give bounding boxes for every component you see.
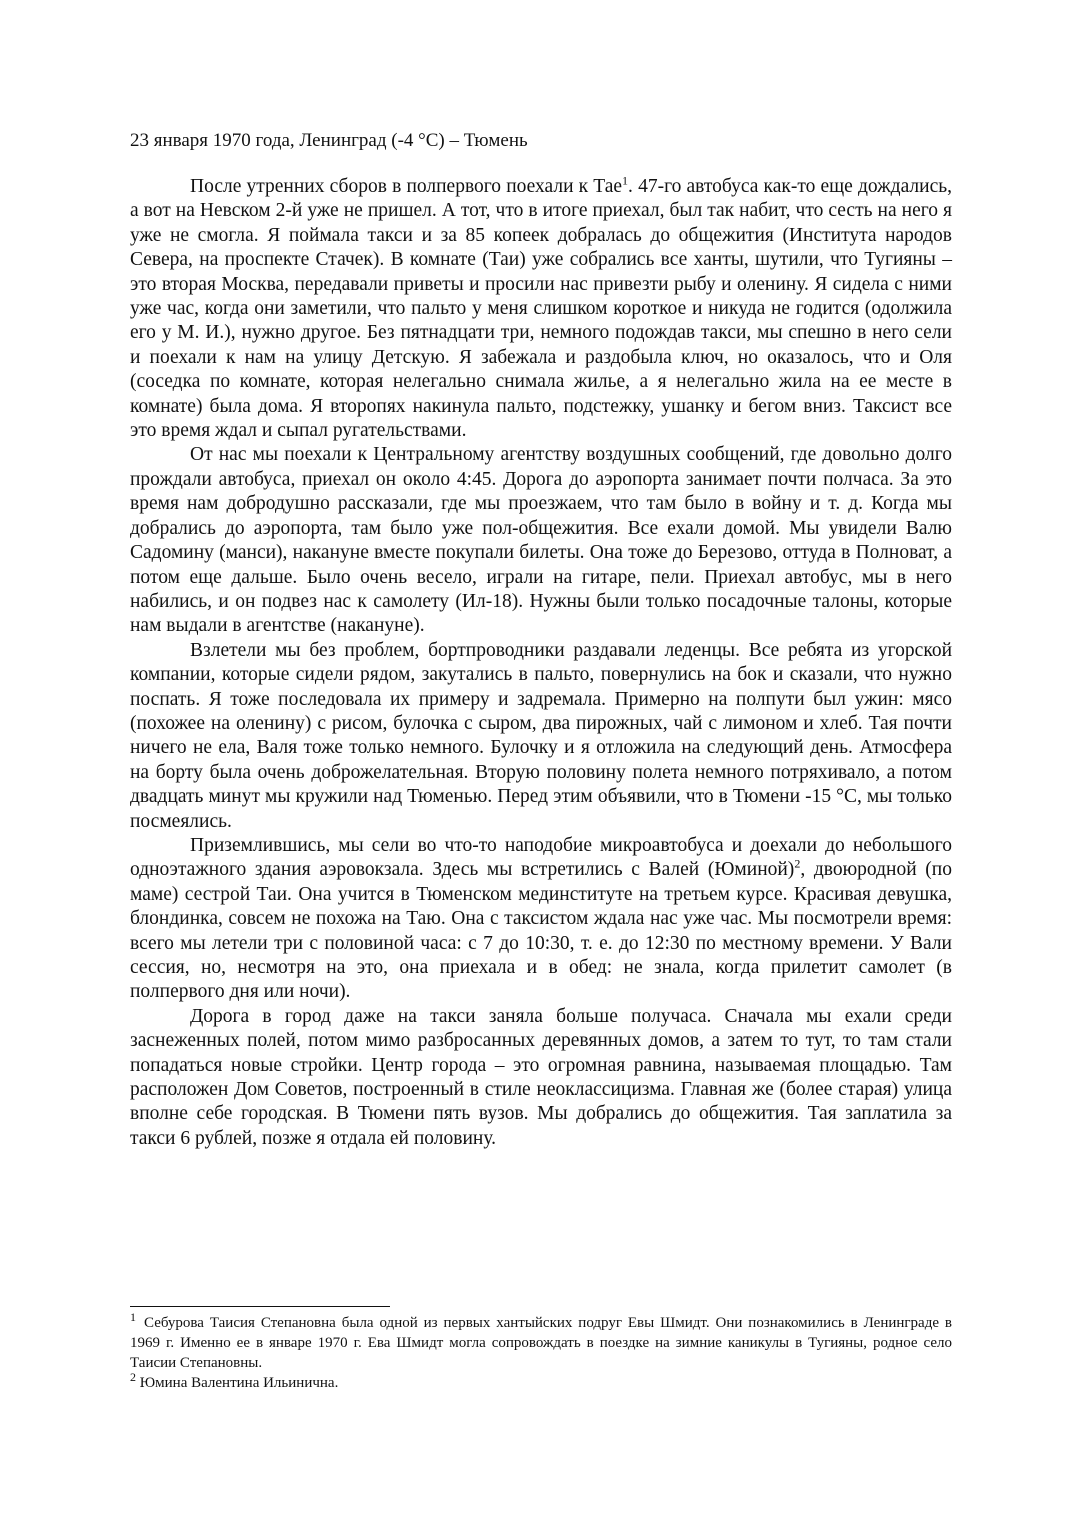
paragraph-1-text-start: После утренних сборов в полпервого поехали к Тае [190,176,623,197]
footnote-2 [130,1370,952,1393]
paragraph-4-text-end: , двоюродной (по маме) сестрой Таи. Она учится в Тюменском мединституте на третьем курсе. Красивая девушка, блондинка, совсем не похожа на Таю. Она с таксистом ждала нас уже час. Мы посмотрели время: всего мы летели три с половиной часа: с 7 до 10:30, т. е. до 12:30 по местному времени. У Вали сессия, но, несмотря на это, она приехала и в обед: не знала, когда прилетит самолет (в полпервого дня или ночи). [130,859,952,1003]
paragraph-4-text-start: Приземлившись, мы сели во что-то наподобие микроавтобуса и доехали до небольшого одноэтажного здания аэровокзала. Здесь мы встретились с Валей (Юминой) [130,834,952,881]
paragraph-5: Дорога в город даже на такси заняла больше получаса. Сначала мы ехали среди заснеженных полей, потом мимо разбросанных деревянных домов, а затем то тут, то там стали попадаться новые стройки. Центр города – это огромная равнина, называемая площадью. Там расположен Дом Советов, построенный в стиле неоклассицизма. Главная же (более старая) улица вполне себе городская. В Тюмени пять вузов. Мы добрались до общежития. Тая заплатила за такси 6 рублей, позже я отдала ей половину. [130,1005,952,1149]
footnote-divider [130,1306,390,1307]
paragraph-1 [130,175,952,443]
paragraph-2: От нас мы поехали к Центральному агентству воздушных сообщений, где довольно долго прождали автобуса, приехал он около 4:45. Дорога до аэропорта занимает почти полчаса. За это время нам добродушно рассказали, где мы проезжаем, что там было в войну и т. д. Когда мы добрались до аэропорта, там было уже пол-общежития. Все ехали домой. Мы увидели Валю Садомину (манси), накануне вместе покупали билеты. Она тоже до Березово, оттуда в Полноват, а потом еще дальше. Было очень весело, играли на гитаре, пели. Приехал автобус, мы в него набились, и он подвез нас к самолету (Ил-18). Нужны были только посадочные талоны, которые нам выдали в агентстве (накануне). [130,444,952,637]
entry-body [130,175,952,1151]
paragraph-3: Взлетели мы без проблем, бортпроводники раздавали леденцы. Все ребята из угорской компании, которые сидели рядом, закутались в пальто, повернулись на бок и сказали, что нужно поспать. Я тоже последовала их примеру и задремала. Примерно на полпути был ужин: мясо (похожее на оленину) с рисом, булочка с сыром, два пирожных, чай с лимоном и хлеб. Тая почти ничего не ела, Валя тоже только немного. Булочку и я отложила на следующий день. Атмосфера на борту была очень доброжелательная. Вторую половину полета немного потряхивало, а потом двадцать минут мы кружили над Тюменью. Перед этим объявили, что в Тюмени -15 °C, мы только посмеялись. [130,639,952,832]
paragraph-4 [130,834,952,1005]
footnote-ref-2: 2 [794,856,801,871]
footnote-mark-2: 2 [130,1370,136,1384]
footnote-ref-1: 1 [622,173,629,188]
footnote-mark-1: 1 [130,1310,136,1324]
footnote-2-text: Юмина Валентина Ильинична. [139,1375,339,1391]
footnote-1-text: Себурова Таисия Степановна была одной из первых хантыйских подруг Евы Шмидт. Они познакомились в Ленинграде в 1969 г. Именно ее в январе 1970 г. Ева Шмидт могла сопровождать в поездке на зимние каникулы в Тугияны, родное село Таисии Степановны. [130,1315,952,1371]
footnote-1 [130,1310,952,1373]
footnotes [130,1310,952,1393]
entry-heading: 23 января 1970 года, Ленинград (-4 °C) – Тюмень [130,130,528,151]
paragraph-1-text-end: . 47-го автобуса как-то еще дождались, а вот на Невском 2-й уже не пришел. А тот, что в итоге приехал, был так набит, что сесть на него я уже не смогла. Я поймала такси и за 85 копеек добралась до общежития (Института народов Севера, на проспекте Стачек). В комнате (Таи) уже собрались все ханты, шутили, что Тугияны – это вторая Москва, передавали приветы и просили нас привезти рыбу и оленину. Я сидела с ними уже час, когда они заметили, что пальто у меня слишком короткое и никуда не годится (одолжила его у М. И.), нужно другое. Без пятнадцати три, немного подождав такси, мы спешно в него сели и поехали к нам на улицу Детскую. Я забежала и раздобыла ключ, но оказалось, что и Оля (соседка по комнате, которая нелегально снимала жилье, а я нелегально жила на ее месте в комнате) была дома. Я второпях накинула пальто, подстежку, ушанку и бегом вниз. Таксист все это время ждал и сыпал ругательствами. [130,176,952,442]
